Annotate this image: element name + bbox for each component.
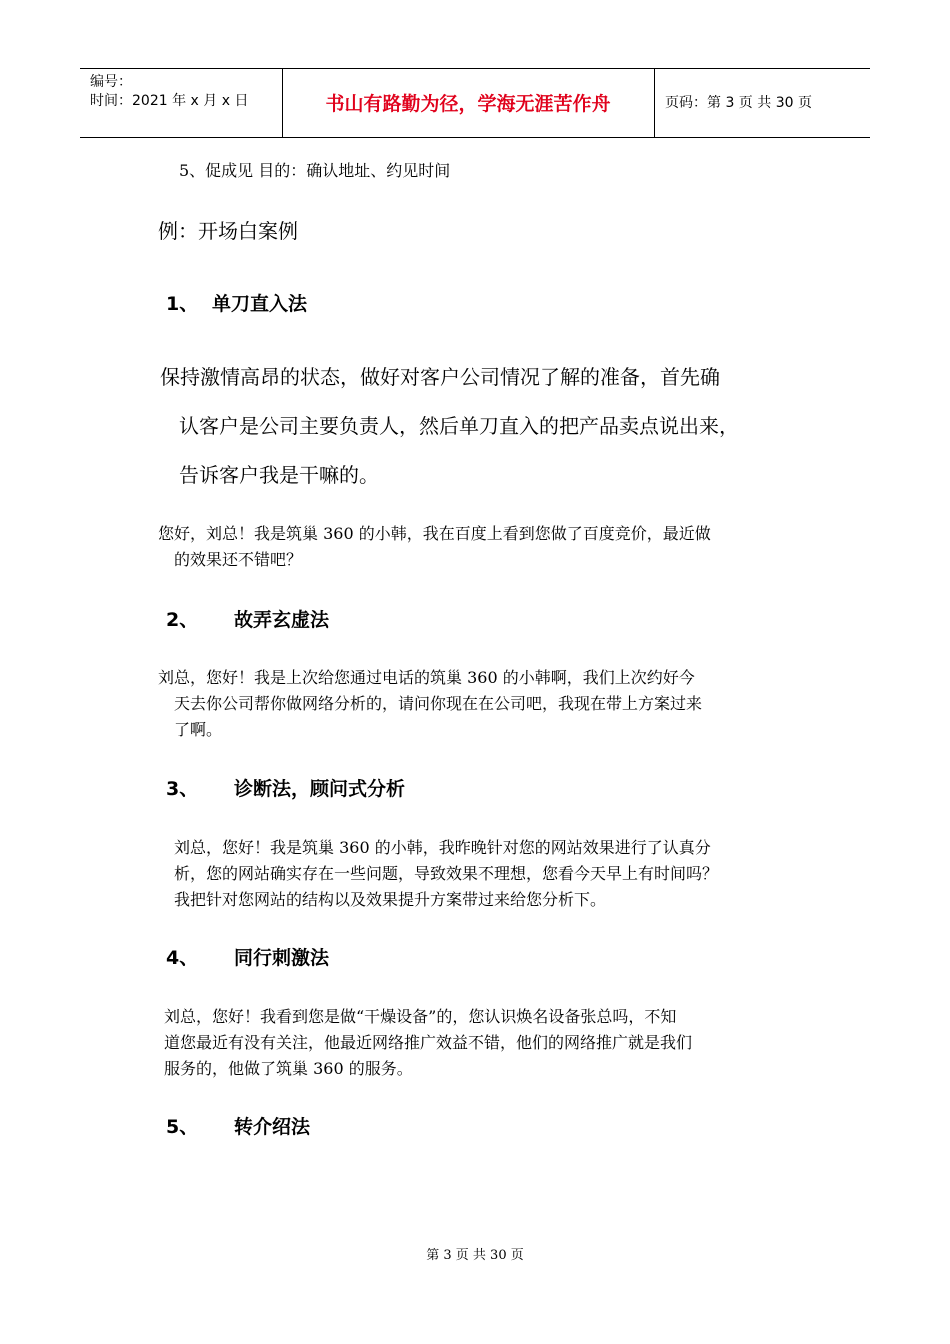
section-3-example-line: 刘总，您好！我是筑巢 360 的小韩，我昨晚针对您的网站效果进行了认真分 (174, 838, 711, 857)
intro-line: 5、促成见 目的：确认地址、约见时间 (179, 161, 451, 180)
section-number: 3、 (166, 778, 199, 800)
header-page-cell (655, 69, 870, 137)
example-title: 例：开场白案例 (158, 219, 298, 243)
section-2-example-line: 天去你公司帮你做网络分析的，请问你现在在公司吧，我现在带上方案过来 (174, 694, 703, 713)
time-label: 时间：2021 年 x 月 x 日 (90, 93, 249, 109)
section-heading-4 (166, 946, 329, 970)
page-info: 页码：第 3 页 共 30 页 (665, 95, 812, 111)
section-number: 4、 (166, 947, 199, 969)
section-number: 5、 (166, 1116, 199, 1138)
section-3-example-line: 我把针对您网站的结构以及效果提升方案带过来给您分析下。 (174, 890, 607, 909)
section-2-example-line: 了啊。 (174, 720, 223, 739)
section-heading-2 (166, 608, 329, 632)
page-header (80, 68, 870, 138)
header-meta-cell (80, 69, 283, 137)
motto: 书山有路勤为径，学海无涯苦作舟 (325, 93, 611, 115)
section-title: 单刀直入法 (212, 293, 308, 315)
section-heading-1 (166, 292, 307, 316)
section-number: 2、 (166, 609, 199, 631)
section-number: 1、 (166, 293, 199, 315)
section-2-example-line: 刘总，您好！我是上次给您通过电话的筑巢 360 的小韩啊，我们上次约好今 (158, 668, 695, 687)
section-1-desc-line: 保持激情高昂的状态，做好对客户公司情况了解的准备，首先确 (160, 365, 720, 389)
section-4-example-line: 道您最近有没有关注，他最近网络推广效益不错，他们的网络推广就是我们 (164, 1033, 693, 1052)
section-1-desc-line: 告诉客户我是干嘛的。 (179, 463, 379, 487)
section-title: 转介绍法 (234, 1116, 311, 1138)
section-1-desc-line: 认客户是公司主要负责人，然后单刀直入的把产品卖点说出来， (179, 414, 739, 438)
header-motto-cell (282, 69, 655, 137)
section-3-example-line: 析，您的网站确实存在一些问题，导致效果不理想，您看今天早上有时间吗？ (174, 864, 719, 883)
section-4-example-line: 服务的，他做了筑巢 360 的服务。 (164, 1059, 413, 1078)
section-1-example-line: 的效果还不错吧？ (174, 550, 303, 569)
section-heading-5 (166, 1115, 310, 1139)
section-4-example-line: 刘总，您好！我看到您是做“干燥设备”的，您认识焕名设备张总吗，不知 (164, 1007, 677, 1026)
section-heading-3 (166, 777, 405, 801)
section-title: 诊断法，顾问式分析 (234, 778, 406, 800)
page-footer: 第 3 页 共 30 页 (426, 1248, 524, 1263)
section-title: 故弄玄虚法 (234, 609, 330, 631)
section-title: 同行刺激法 (234, 947, 330, 969)
number-label: 编号： (90, 74, 132, 90)
section-1-example-line: 您好，刘总！我是筑巢 360 的小韩，我在百度上看到您做了百度竞价，最近做 (158, 524, 711, 543)
